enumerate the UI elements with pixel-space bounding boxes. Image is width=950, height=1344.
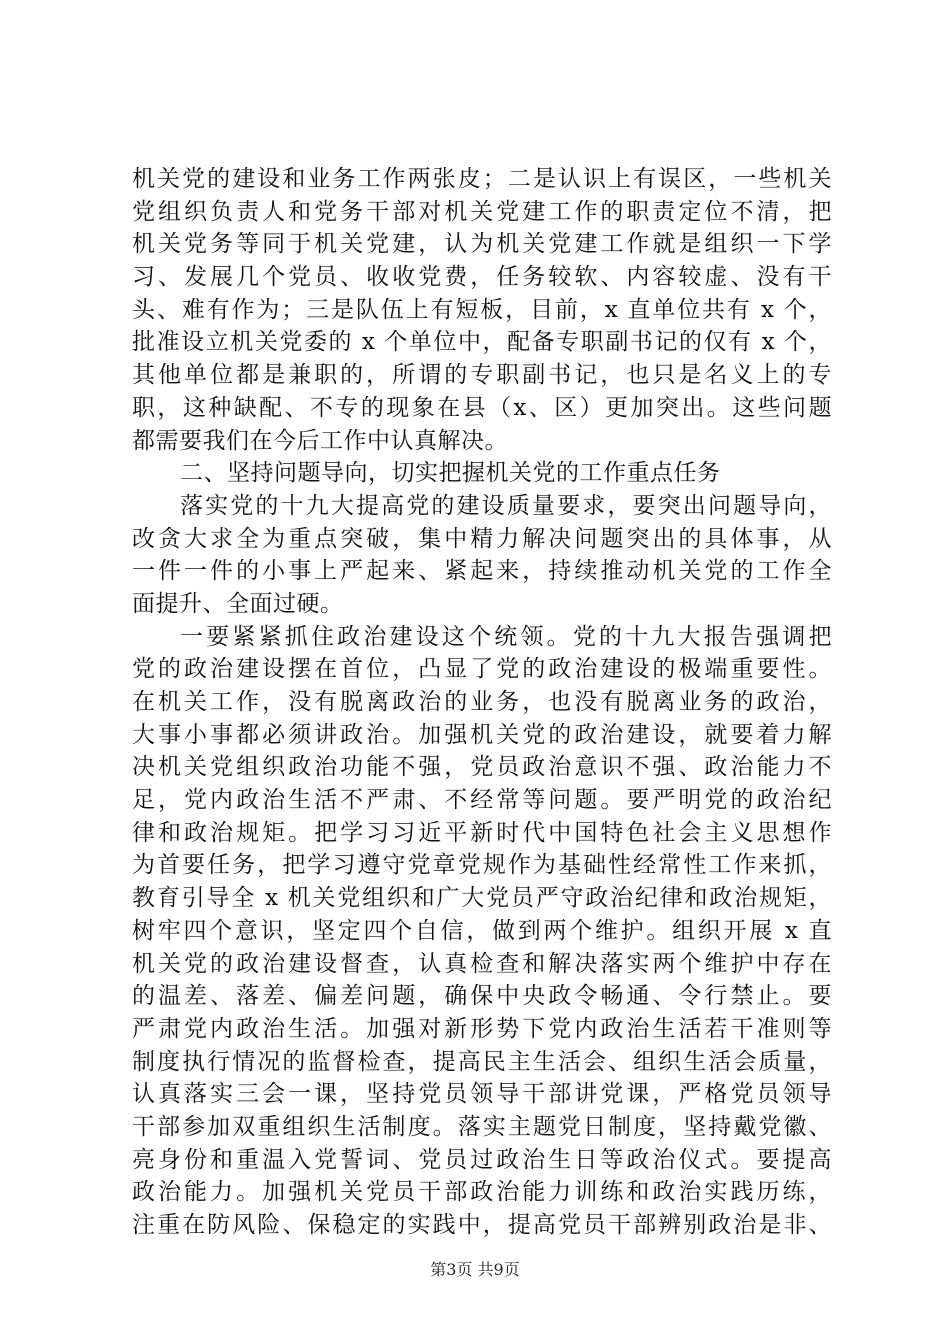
text-line: 决机关党组织政治功能不强，党员政治意识不强、政治能力不 (132, 754, 832, 781)
text-line: 大事小事都必须讲政治。加强机关党的政治建设，就要着力解 (132, 721, 832, 748)
text-line: 的温差、落差、偏差问题，确保中央政令畅通、令行禁止。要 (132, 983, 832, 1010)
text-line: 落实党的十九大提高党的建设质量要求，要突出问题导向， (180, 492, 832, 519)
text-line: 一件一件的小事上严起来、紧起来，持续推动机关党的工作全 (132, 558, 832, 585)
text-line: 都需要我们在今后工作中认真解决。 (132, 427, 508, 454)
text-line: 亮身份和重温入党誓词、党员过政治生日等政治仪式。要提高 (132, 1146, 832, 1173)
text-line: 制度执行情况的监督检查，提高民主生活会、组织生活会质量， (132, 1048, 832, 1075)
text-line: 机关党的建设和业务工作两张皮；二是认识上有误区，一些机关 (132, 166, 832, 192)
text-line: 树牢四个意识，坚定四个自信，做到两个维护。组织开展 x 直 (132, 917, 832, 944)
text-line: 在机关工作，没有脱离政治的业务，也没有脱离业务的政治， (132, 689, 832, 715)
text-line: 一要紧紧抓住政治建设这个统领。党的十九大报告强调把 (180, 623, 832, 650)
text-line: 严肃党内政治生活。加强对新形势下党内政治生活若干准则等 (132, 1015, 832, 1042)
text-line: 头、难有作为；三是队伍上有短板，目前，x 直单位共有 x 个， (132, 296, 832, 323)
text-line: 其他单位都是兼职的，所谓的专职副书记，也只是名义上的专 (132, 362, 832, 389)
text-line: 机关党务等同于机关党建，认为机关党建工作就是组织一下学 (132, 231, 832, 258)
text-line: 党组织负责人和党务干部对机关党建工作的职责定位不清，把 (132, 198, 832, 225)
text-line: 为首要任务，把学习遵守党章党规作为基础性经常性工作来抓， (132, 852, 832, 879)
text-line: 认真落实三会一课，坚持党员领导干部讲党课，严格党员领导 (132, 1081, 832, 1108)
text-line: 职，这种缺配、不专的现象在县（x、区）更加突出。这些问题 (132, 394, 832, 421)
text-line: 改贪大求全为重点突破，集中精力解决问题突出的具体事，从 (132, 525, 832, 552)
text-line: 党的政治建设摆在首位，凸显了党的政治建设的极端重要性。 (132, 656, 832, 683)
text-line: 教育引导全 x 机关党组织和广大党员严守政治纪律和政治规矩， (132, 885, 832, 912)
text-line: 注重在防风险、保稳定的实践中，提高党员干部辨别政治是非、 (132, 1212, 832, 1238)
text-line: 机关党的政治建设督查，认真检查和解决落实两个维护中存在 (132, 950, 832, 977)
text-line: 足，党内政治生活不严肃、不经常等问题。要严明党的政治纪 (132, 787, 832, 814)
text-line: 批准设立机关党委的 x 个单位中，配备专职副书记的仅有 x 个， (132, 329, 832, 356)
section-heading: 二、坚持问题导向，切实把握机关党的工作重点任务 (180, 460, 721, 487)
text-line: 政治能力。加强机关党员干部政治能力训练和政治实践历练， (132, 1179, 832, 1206)
page-number-footer: 第3页 共9页 (430, 1260, 520, 1279)
text-line: 律和政治规矩。把学习习近平新时代中国特色社会主义思想作 (132, 819, 832, 846)
document-body (132, 163, 832, 1242)
text-line: 面提升、全面过硬。 (132, 590, 344, 617)
text-line: 习、发展几个党员、收收党费，任务较软、内容较虚、没有干 (132, 264, 832, 291)
text-line: 干部参加双重组织生活制度。落实主题党日制度，坚持戴党徽、 (132, 1113, 832, 1140)
